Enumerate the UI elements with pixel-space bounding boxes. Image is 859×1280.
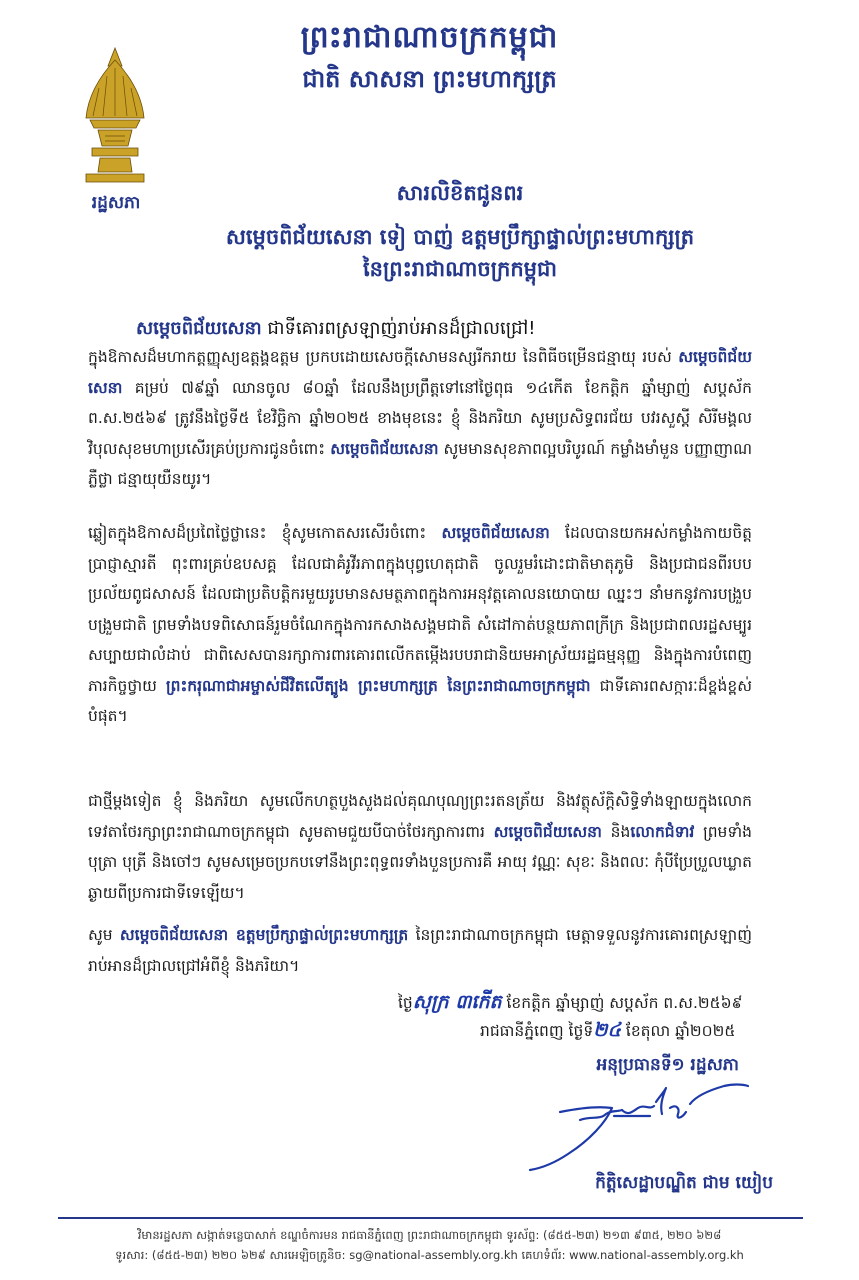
footer-contact: ទូរសារ: (៨៥៥-២៣) ២២០ ៦២៩ សារអេឡិចត្រូនិច: sg@national-assembly.org.kh គេហទំព័រ: www.national-assembly.org.kh — [115, 1248, 744, 1262]
letter-type-title: សារលិខិតជូនពរ — [396, 180, 524, 205]
national-assembly-emblem-icon — [78, 46, 152, 186]
p1-text-c: គម្រប់ ៧៩ឆ្នាំ ឈានចូល ៨០ឆ្នាំ ដែលនឹងប្រព្រឹត្តទៅនៅថ្ងៃពុធ ១៤កើត ខែកត្តិក ឆ្នាំម្សាញ់ សប្តស័ក ព.ស.២៥៦៩ ត្រូវនឹងថ្ងៃទី៥ ខែវិច្ឆិកា ឆ្នាំ២០២៥ ខាងមុខនេះ ខ្ញុំ និងភរិយា សូមប្រសិទ្ធពរជ័យ បវរសួស្តី សិរីមង្គល វិបុលសុខមហាប្រសើរគ្រប់ប្រការជូនចំពោះ — [88, 378, 752, 458]
recipient-line-2: នៃព្រះរាជាណាចក្រកម្ពុជា — [362, 256, 557, 281]
lunar-date-rest: ខែកត្តិក ឆ្នាំម្សាញ់ សប្តស័ក ព.ស.២៥៦៩ — [501, 994, 743, 1012]
p4-text-a: សូម — [88, 926, 120, 944]
p3-text-e: ព្រមទាំង បុត្រា បុត្រី និងចៅៗ សូមសម្រេចប្រកបទៅនឹងព្រះពុទ្ធពរទាំងបួនប្រការគឺ អាយុ វណ្ណៈ សុខៈ និងពលៈ កុំបីប្រែប្រួលឃ្លាតឆ្ងាយពីប្រការជាទីទេឡើយ។ — [88, 822, 752, 902]
lunar-date-line — [398, 990, 743, 1018]
lunar-date-prefix: ថ្ងៃ — [398, 994, 413, 1012]
kingdom-title: ព្រះរាជាណាចក្រកម្ពុជា — [300, 20, 559, 55]
p3-text-c: និង — [601, 822, 631, 841]
footer-address: វិមានរដ្ឋសភា សង្កាត់ទន្លេបាសាក់ ខណ្ឌចំការមន រាជធានីភ្នំពេញ ព្រះរាជាណាចក្រកម្ពុជា ទូរស័ព្ទ: (៨៥៥-២៣) ២១៣ ៩៣៥, ២២០ ៦២៨ — [137, 1228, 722, 1242]
p3-name-d: លោកជំទាវ — [630, 822, 695, 841]
place-date-line — [480, 1018, 735, 1046]
p3-text-a: ជាថ្មីម្តងទៀត ខ្ញុំ និងភរិយា សូមលើកហត្ថបួងសួងដល់គុណបុណ្យព្រះរតនត្រ័យ និងវត្ថុស័ក្តិសិទ្ធិទាំងឡាយក្នុងលោក ទេវតាថែរក្សាព្រះរាជាណាចក្រកម្ពុជា សូមតាមជួយបីបាច់ថែរក្សាការពារ — [88, 792, 752, 841]
place-date-prefix: រាជធានីភ្នំពេញ ថ្ងៃទី — [480, 1022, 594, 1040]
footer-divider — [58, 1217, 803, 1219]
p1-text-a: ក្នុងឱកាសដ៏មហាកត្តញ្ញុស្យឧត្តង្គឧត្តម ប្រកបដោយសេចក្តីសោមនស្សរីករាយ នៃពិធីចម្រើនជន្មាយុ របស់ — [88, 348, 679, 366]
paragraph-1 — [88, 342, 752, 495]
p2-name-b: សម្តេចពិជ័យសេនា — [441, 524, 550, 542]
p2-name-d: ព្រះករុណាជាអម្ចាស់ជីវិតលើត្បូង ព្រះមហាក្សត្រ នៃព្រះរាជាណាចក្រកម្ពុជា — [165, 676, 591, 695]
p3-name-b: សម្តេចពិជ័យសេនា — [493, 822, 602, 841]
handwritten-signature — [520, 1082, 750, 1177]
place-date-handwritten: ២៤ — [593, 1019, 621, 1041]
p4-text-c: នៃព្រះរាជាណាចក្រកម្ពុជា មេត្តាទទួលនូវការគោរពស្រឡាញ់រាប់អានដ៏ជ្រាលជ្រៅអំពីខ្ញុំ និងភរិយា។ — [88, 926, 752, 975]
paragraph-4 — [88, 920, 752, 981]
salutation-rest: ជាទីគោរពស្រឡាញ់រាប់អានដ៏ជ្រាលជ្រៅ! — [261, 318, 536, 339]
salutation — [136, 316, 535, 343]
salutation-name: សម្តេចពិជ័យសេនា — [136, 318, 262, 339]
signatory-name: កិត្តិសេដ្ឋាបណ្ឌិត ជាម យៀប — [595, 1173, 773, 1193]
p4-name-b: សម្តេចពិជ័យសេនា ឧត្តមប្រឹក្សាផ្ទាល់ព្រះមហាក្សត្រ — [119, 926, 409, 944]
emblem-label: រដ្ឋសភា — [91, 193, 141, 213]
p2-text-e: ជាទីគោរពសក្ការៈដ៏ខ្ពង់ខ្ពស់បំផុត។ — [88, 676, 752, 725]
paragraph-3 — [88, 786, 752, 908]
p2-text-c: ដែលបានយកអស់កម្លាំងកាយចិត្ត ប្រាជ្ញាស្មារតី ពុះពារគ្រប់ឧបសគ្គ ដែលជាគំរូវីរភាពក្នុងបុព្វហេតុជាតិ ចូលរួមរំដោះជាតិមាតុភូមិ និងប្រជាជនពីរបបប្រល័យពូជសាសន៍ ដែលជាប្រតិបត្តិករមួយរូបមានសមត្ថភាពក្នុងការអនុវត្តគោលនយោបាយ ឈ្នះៗ នាំមកនូវការបង្រួបបង្រួមជាតិ ព្រមទាំងបទពិសោធន៍រួមចំណែកក្នុងការកសាងសង្គមជាតិ សំដៅកាត់បន្ថយភាពក្រីក្រ និងប្រជាពលរដ្ឋសម្បូរសប្បាយជាលំដាប់ ជាពិសេសបានរក្សាការពារគោរពលើកតម្កើងរបបរាជានិយមអាស្រ័យរដ្ឋធម្មនុញ្ញ និងក្នុងការបំពេញភារកិច្ចថ្វាយ — [88, 524, 752, 695]
signatory-title: អនុប្រធានទី១ រដ្ឋសភា — [596, 1055, 739, 1075]
p1-text-e: សូមមានសុខភាពល្អបរិបូរណ៍ កម្លាំងមាំមួន បញ្ញាញាណភ្លឺថ្លា ជន្មាយុយឺនយូរ។ — [88, 439, 752, 488]
p1-name-a: សម្តេចពិជ័យសេនា — [88, 348, 752, 397]
p2-text-a: ឆ្លៀតក្នុងឱកាសដ៏ប្រពៃថ្លៃថ្លានេះ ខ្ញុំសូមកោតសរសើរចំពោះ — [88, 524, 442, 542]
recipient-line: សម្តេចពិជ័យសេនា ទៀ បាញ់ ឧត្តមប្រឹក្សាផ្ទាល់ព្រះមហាក្សត្រ — [225, 224, 695, 249]
place-date-rest: ខែតុលា ឆ្នាំ២០២៥ — [621, 1022, 736, 1040]
lunar-date-handwritten: សុក្រ ៣កើត — [412, 991, 502, 1013]
paragraph-2 — [88, 518, 752, 732]
national-motto: ជាតិ សាសនា ព្រះមហាក្សត្រ — [302, 64, 557, 93]
p1-name-d: សម្តេចពិជ័យសេនា — [330, 439, 439, 458]
